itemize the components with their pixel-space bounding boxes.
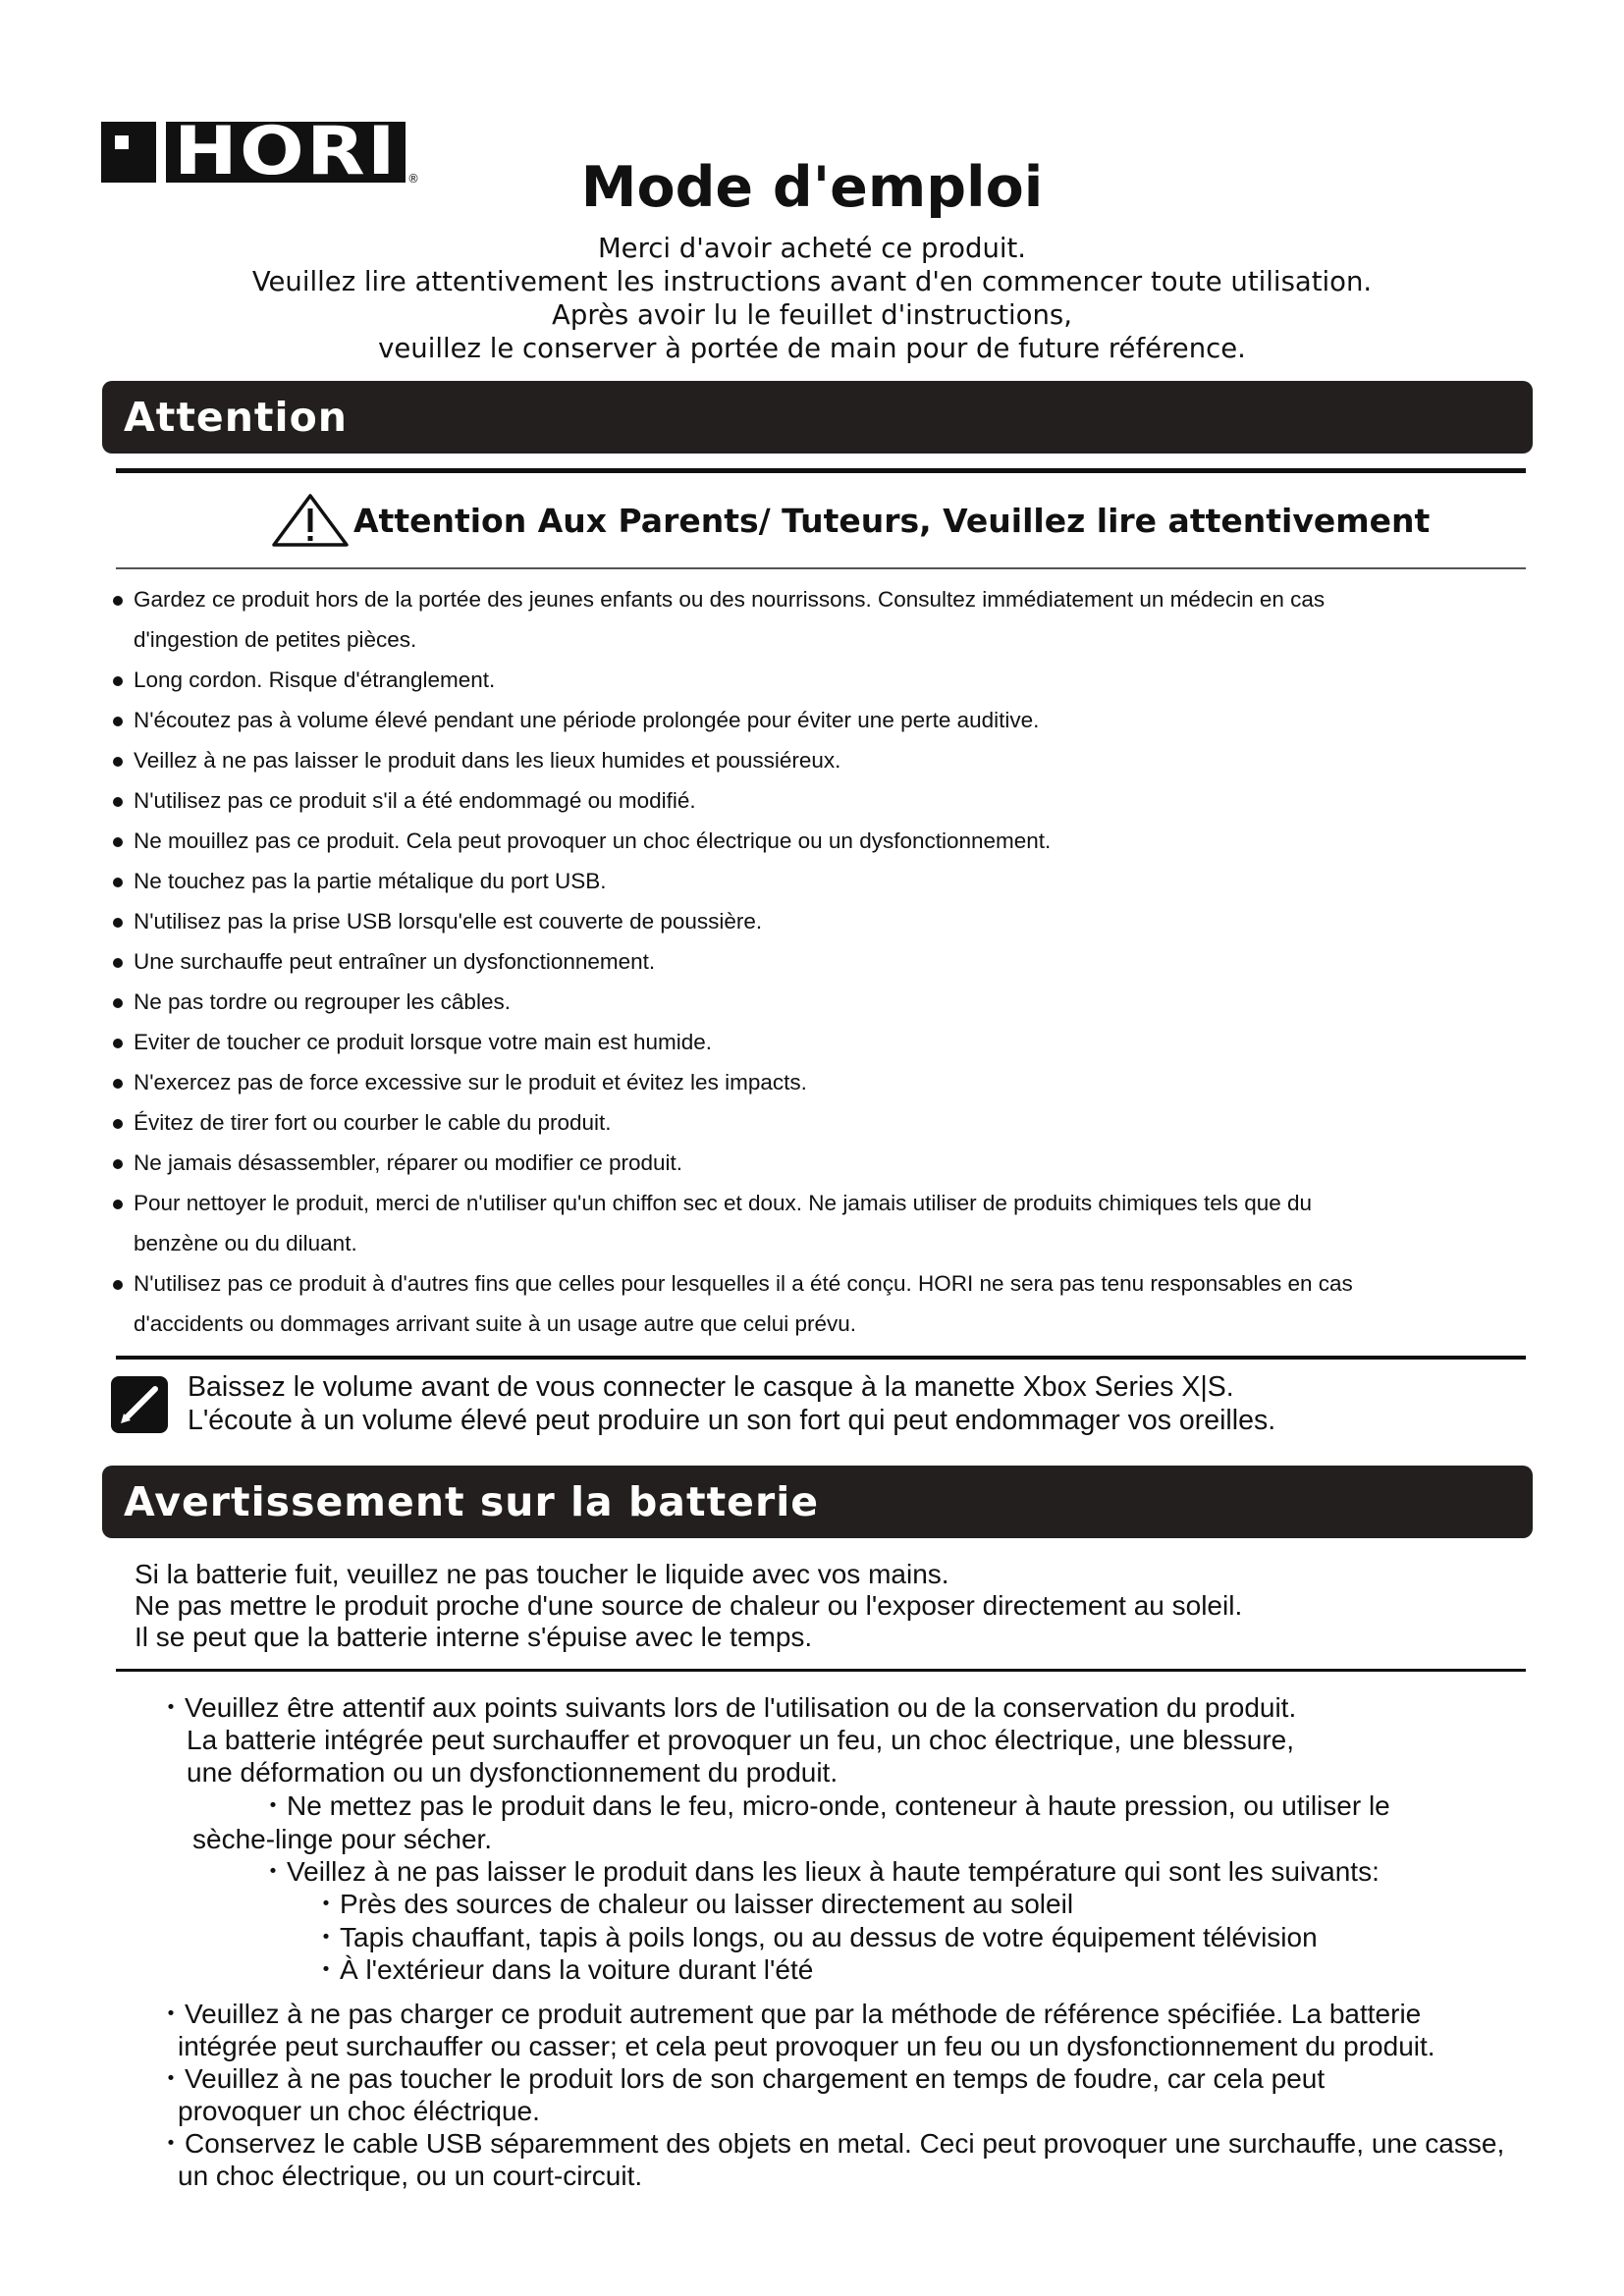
attention-list-item	[111, 740, 1525, 780]
attention-list-item	[111, 1022, 1525, 1062]
attention-list-item-line: Ne pas tordre ou regrouper les câbles.	[134, 989, 511, 1014]
page-title: Mode d'emploi	[580, 155, 1044, 220]
attention-list-item	[111, 901, 1525, 941]
battery-line: provoquer un choc éléctrique.	[178, 2096, 540, 2126]
attention-list-item-line: Évitez de tirer fort ou courber le cable du produit.	[134, 1110, 612, 1135]
bullet-dot-icon	[113, 676, 123, 686]
attention-list-item	[111, 1062, 1525, 1102]
attention-list-item	[111, 982, 1525, 1022]
attention-list-item-line: Pour nettoyer le produit, merci de n'utiliser qu'un chiffon sec et doux. Ne jamais utiliser de produits chimiques tels que du	[134, 1191, 1313, 1215]
battery-line: ・Veuillez à ne pas toucher le produit lors de son chargement en temps de foudre, car cela peut	[157, 2063, 1326, 2094]
attention-list-item-line: Une surchauffe peut entraîner un dysfonctionnement.	[134, 949, 656, 974]
battery-line: La batterie intégrée peut surchauffer et provoquer un feu, un choc électrique, une blessure,	[187, 1725, 1294, 1755]
bullet-dot-icon	[113, 878, 123, 887]
bullet-dot-icon	[113, 757, 123, 767]
bullet-dot-icon	[113, 797, 123, 807]
note-line: Baissez le volume avant de vous connecter le casque à la manette Xbox Series X|S.	[188, 1371, 1234, 1403]
attention-list-item-line: Gardez ce produit hors de la portée des jeunes enfants ou des nourrissons. Consultez immédiatement un médecin en cas	[134, 587, 1326, 612]
intro-line: Veuillez lire attentivement les instructions avant d'en commencer toute utilisation.	[251, 266, 1373, 297]
intro-text	[0, 232, 1624, 365]
attention-list-item	[111, 861, 1525, 901]
warning-triangle-icon	[271, 493, 350, 548]
attention-list-item-line: Eviter de toucher ce produit lorsque votre main est humide.	[134, 1030, 713, 1054]
bullet-dot-icon	[113, 918, 123, 928]
bullet-dot-icon	[113, 1079, 123, 1089]
battery-line: ・Ne mettez pas le produit dans le feu, micro-onde, conteneur à haute pression, ou utiliser le	[259, 1790, 1390, 1821]
battery-intro	[135, 1559, 1242, 1653]
attention-list-item	[111, 700, 1525, 740]
divider	[116, 468, 1526, 473]
attention-list-item	[111, 1263, 1525, 1344]
bullet-dot-icon	[113, 1280, 123, 1290]
intro-line: Merci d'avoir acheté ce produit.	[597, 233, 1027, 264]
attention-list-item	[111, 1183, 1525, 1263]
battery-line: une déformation ou un dysfonctionnement du produit.	[187, 1757, 839, 1788]
attention-list-item-line: N'écoutez pas à volume élevé pendant une période prolongée pour éviter une perte auditive.	[134, 708, 1040, 732]
note-text	[188, 1370, 1275, 1437]
bullet-dot-icon	[113, 596, 123, 606]
attention-list-item	[111, 780, 1525, 821]
attention-list-item	[111, 1143, 1525, 1183]
note-pen-icon	[111, 1376, 168, 1433]
divider	[116, 1356, 1526, 1360]
battery-line: ・Veuillez à ne pas charger ce produit autrement que par la méthode de référence spécifiée. La batterie	[157, 1999, 1422, 2029]
attention-list-item-line: N'utilisez pas ce produit s'il a été endommagé ou modifié.	[134, 788, 696, 813]
bullet-dot-icon	[113, 958, 123, 968]
attention-list-item	[111, 660, 1525, 700]
attention-list-item-line: Veillez à ne pas laisser le produit dans les lieux humides et poussiéreux.	[134, 748, 841, 773]
attention-list-item	[111, 579, 1525, 660]
intro-line: veuillez le conserver à portée de main pour de future référence.	[378, 333, 1246, 364]
battery-line: ・Conservez le cable USB séparemment des objets en metal. Ceci peut provoquer une surchauffe, une casse,	[157, 2128, 1505, 2159]
attention-list-item-line: d'ingestion de petites pièces.	[134, 627, 417, 652]
attention-list-item	[111, 941, 1525, 982]
battery-line: sèche-linge pour sécher.	[192, 1824, 493, 1854]
bullet-dot-icon	[113, 1119, 123, 1129]
battery-line: intégrée peut surchauffer ou casser; et cela peut provoquer un feu ou un dysfonctionnement du produit.	[178, 2031, 1435, 2061]
battery-line: ・Veuillez être attentif aux points suivants lors de l'utilisation ou de la conservation du produit.	[157, 1692, 1297, 1723]
bullet-dot-icon	[113, 1200, 123, 1209]
warning-heading	[271, 491, 1430, 550]
bullet-dot-icon	[113, 998, 123, 1008]
attention-list-item-line: benzène ou du diluant.	[134, 1231, 357, 1255]
battery-intro-line: Ne pas mettre le produit proche d'une source de chaleur ou l'exposer directement au soleil.	[135, 1590, 1243, 1621]
attention-list-item-line: d'accidents ou dommages arrivant suite à un usage autre que celui prévu.	[134, 1311, 856, 1336]
divider	[116, 567, 1526, 569]
battery-line: un choc électrique, ou un court-circuit.	[178, 2161, 643, 2191]
note-box	[111, 1370, 1275, 1437]
battery-intro-line: Si la batterie fuit, veuillez ne pas toucher le liquide avec vos mains.	[135, 1559, 949, 1589]
attention-list-item-line: Ne touchez pas la partie métalique du port USB.	[134, 869, 607, 893]
bullet-dot-icon	[113, 1159, 123, 1169]
attention-list	[111, 579, 1525, 1344]
attention-list-item	[111, 821, 1525, 861]
battery-line: ・Près des sources de chaleur ou laisser directement au soleil	[312, 1889, 1074, 1919]
attention-list-item-line: N'exercez pas de force excessive sur le produit et évitez les impacts.	[134, 1070, 807, 1095]
attention-list-item-line: Long cordon. Risque d'étranglement.	[134, 667, 496, 692]
note-line: L'écoute à un volume élevé peut produire un son fort qui peut endommager vos oreilles.	[188, 1405, 1276, 1436]
battery-line: ・Tapis chauffant, tapis à poils longs, ou au dessus de votre équipement télévision	[312, 1922, 1318, 1952]
attention-list-item-line: N'utilisez pas ce produit à d'autres fins que celles pour lesquelles il a été conçu. HORI ne sera pas tenu responsables en cas	[134, 1271, 1353, 1296]
battery-section-header: Avertissement sur la batterie	[102, 1466, 1533, 1538]
warning-heading-text: Attention Aux Parents/ Tuteurs, Veuillez lire attentivement	[353, 501, 1431, 540]
attention-list-item	[111, 1102, 1525, 1143]
battery-intro-line: Il se peut que la batterie interne s'épuise avec le temps.	[135, 1622, 813, 1652]
intro-line: Après avoir lu le feuillet d'instructions,	[552, 299, 1072, 331]
attention-list-item-line: N'utilisez pas la prise USB lorsqu'elle est couverte de poussière.	[134, 909, 763, 934]
bullet-dot-icon	[113, 837, 123, 847]
svg-text:®: ®	[407, 172, 419, 186]
battery-line: ・À l'extérieur dans la voiture durant l'été	[312, 1954, 814, 1985]
battery-line: ・Veillez à ne pas laisser le produit dans les lieux à haute température qui sont les suivants:	[259, 1856, 1380, 1887]
logo-text: HORI	[174, 113, 398, 190]
bullet-dot-icon	[113, 717, 123, 726]
attention-list-item-line: Ne jamais désassembler, réparer ou modifier ce produit.	[134, 1150, 683, 1175]
divider	[116, 1669, 1526, 1672]
attention-section-header: Attention	[102, 381, 1533, 454]
attention-list-item-line: Ne mouillez pas ce produit. Cela peut provoquer un choc électrique ou un dysfonctionnement.	[134, 828, 1052, 853]
bullet-dot-icon	[113, 1039, 123, 1048]
